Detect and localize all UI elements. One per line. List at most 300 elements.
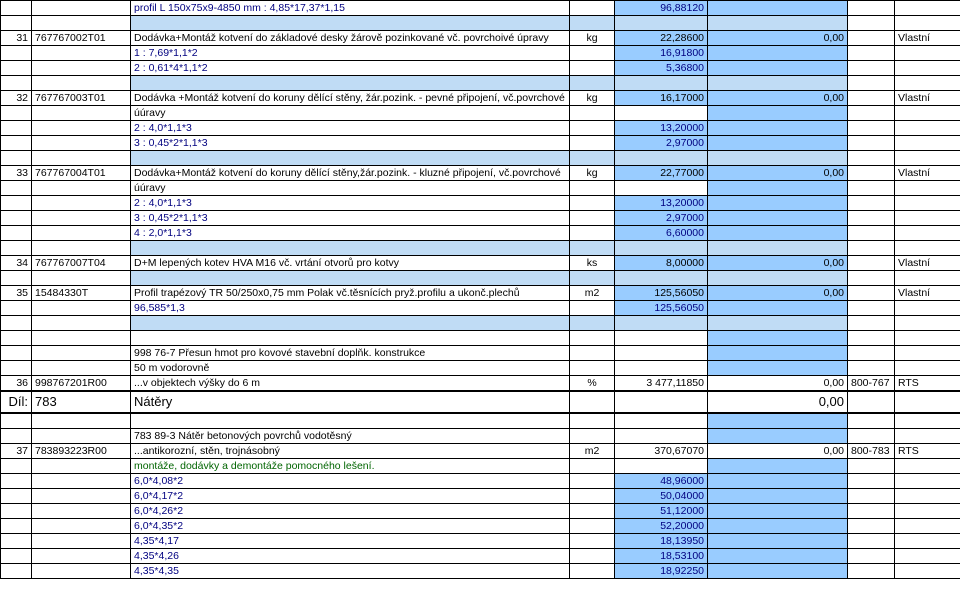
separator-cell[interactable] xyxy=(895,316,960,331)
item-code[interactable]: 15484330T xyxy=(32,286,131,301)
item-code[interactable] xyxy=(32,459,131,474)
item-unit[interactable] xyxy=(570,361,615,376)
item-price[interactable] xyxy=(708,519,848,534)
item-unit[interactable] xyxy=(570,549,615,564)
item-description[interactable]: 4,35*4,17 xyxy=(131,534,570,549)
item-label[interactable] xyxy=(848,196,895,211)
separator-cell[interactable] xyxy=(848,76,895,91)
item-label[interactable] xyxy=(848,331,895,346)
separator-cell[interactable] xyxy=(32,16,131,31)
item-label[interactable] xyxy=(848,106,895,121)
item-code[interactable] xyxy=(32,211,131,226)
item-number[interactable] xyxy=(1,211,32,226)
item-source[interactable] xyxy=(895,361,960,376)
item-label[interactable] xyxy=(848,301,895,316)
item-unit[interactable] xyxy=(570,459,615,474)
item-price[interactable] xyxy=(708,211,848,226)
item-code[interactable] xyxy=(32,489,131,504)
separator-cell[interactable] xyxy=(1,241,32,256)
item-code[interactable] xyxy=(32,136,131,151)
separator-cell[interactable] xyxy=(895,76,960,91)
separator-cell[interactable] xyxy=(32,151,131,166)
item-number[interactable]: 31 xyxy=(1,31,32,46)
separator-cell[interactable] xyxy=(708,241,848,256)
item-code[interactable] xyxy=(32,121,131,136)
separator-cell[interactable] xyxy=(1,151,32,166)
item-price[interactable] xyxy=(708,226,848,241)
item-description[interactable]: 6,0*4,17*2 xyxy=(131,489,570,504)
item-number[interactable] xyxy=(1,106,32,121)
item-source[interactable] xyxy=(895,413,960,429)
item-quantity[interactable]: 18,53100 xyxy=(615,549,708,564)
item-unit[interactable]: m2 xyxy=(570,286,615,301)
item-quantity[interactable]: 48,96000 xyxy=(615,474,708,489)
item-description[interactable]: profil L 150x75x9-4850 mm : 4,85*17,37*1,15 xyxy=(131,1,570,16)
item-code[interactable] xyxy=(32,549,131,564)
separator-cell[interactable] xyxy=(1,316,32,331)
separator-cell[interactable] xyxy=(570,316,615,331)
separator-cell[interactable] xyxy=(615,271,708,286)
item-number[interactable] xyxy=(1,136,32,151)
item-quantity[interactable] xyxy=(615,346,708,361)
item-unit[interactable] xyxy=(570,534,615,549)
item-price[interactable]: 0,00 xyxy=(708,286,848,301)
item-quantity[interactable]: 16,17000 xyxy=(615,91,708,106)
item-quantity[interactable]: 125,56050 xyxy=(615,286,708,301)
item-quantity[interactable]: 3 477,11850 xyxy=(615,376,708,392)
item-label[interactable] xyxy=(848,256,895,271)
item-number[interactable] xyxy=(1,226,32,241)
item-label[interactable]: 800-783 xyxy=(848,444,895,459)
item-number[interactable] xyxy=(1,459,32,474)
item-label[interactable]: 800-767 xyxy=(848,376,895,392)
item-price[interactable] xyxy=(708,136,848,151)
item-number[interactable]: 34 xyxy=(1,256,32,271)
item-number[interactable]: 37 xyxy=(1,444,32,459)
separator-cell[interactable] xyxy=(131,16,570,31)
item-number[interactable] xyxy=(1,519,32,534)
item-quantity[interactable] xyxy=(615,361,708,376)
item-number[interactable] xyxy=(1,474,32,489)
item-quantity[interactable] xyxy=(615,459,708,474)
item-code[interactable] xyxy=(32,504,131,519)
separator-cell[interactable] xyxy=(708,151,848,166)
item-label[interactable] xyxy=(848,166,895,181)
item-unit[interactable] xyxy=(570,226,615,241)
item-quantity[interactable]: 2,97000 xyxy=(615,211,708,226)
section-label[interactable]: Díl: xyxy=(1,391,32,413)
item-description[interactable]: ...antikorozní, stěn, trojnásobný xyxy=(131,444,570,459)
item-code[interactable] xyxy=(32,429,131,444)
item-label[interactable] xyxy=(848,181,895,196)
item-unit[interactable] xyxy=(570,211,615,226)
separator-cell[interactable] xyxy=(848,151,895,166)
item-source[interactable] xyxy=(895,211,960,226)
item-price[interactable]: 0,00 xyxy=(708,91,848,106)
item-label[interactable] xyxy=(848,459,895,474)
item-quantity[interactable] xyxy=(615,413,708,429)
item-label[interactable] xyxy=(848,91,895,106)
item-number[interactable]: 33 xyxy=(1,166,32,181)
item-description[interactable]: úúravy xyxy=(131,106,570,121)
item-source[interactable] xyxy=(895,534,960,549)
item-price[interactable] xyxy=(708,489,848,504)
item-code[interactable] xyxy=(32,196,131,211)
item-source[interactable] xyxy=(895,46,960,61)
item-unit[interactable] xyxy=(570,46,615,61)
item-label[interactable] xyxy=(848,1,895,16)
item-source[interactable] xyxy=(895,429,960,444)
item-label[interactable] xyxy=(848,121,895,136)
item-number[interactable] xyxy=(1,346,32,361)
item-quantity[interactable]: 51,12000 xyxy=(615,504,708,519)
item-unit[interactable] xyxy=(570,346,615,361)
item-description[interactable]: 2 : 4,0*1,1*3 xyxy=(131,121,570,136)
item-code[interactable]: 767767002T01 xyxy=(32,31,131,46)
item-quantity[interactable]: 370,67070 xyxy=(615,444,708,459)
item-price[interactable]: 0,00 xyxy=(708,444,848,459)
item-description[interactable]: Dodávka +Montáž kotvení do koruny dělící stěny, žár.pozink. - pevné připojení, vč.povrchové xyxy=(131,91,570,106)
item-unit[interactable] xyxy=(570,331,615,346)
item-price[interactable] xyxy=(708,46,848,61)
item-unit[interactable]: m2 xyxy=(570,444,615,459)
item-quantity[interactable] xyxy=(615,181,708,196)
item-source[interactable] xyxy=(895,196,960,211)
item-quantity[interactable]: 50,04000 xyxy=(615,489,708,504)
unit-cell[interactable] xyxy=(570,391,615,413)
item-code[interactable] xyxy=(32,534,131,549)
item-code[interactable] xyxy=(32,331,131,346)
item-source[interactable] xyxy=(895,564,960,579)
item-unit[interactable]: kg xyxy=(570,166,615,181)
item-code[interactable] xyxy=(32,346,131,361)
item-source[interactable] xyxy=(895,181,960,196)
item-code[interactable]: 767767003T01 xyxy=(32,91,131,106)
item-label[interactable] xyxy=(848,61,895,76)
item-source[interactable]: Vlastní xyxy=(895,256,960,271)
item-description[interactable]: 4,35*4,35 xyxy=(131,564,570,579)
item-unit[interactable] xyxy=(570,1,615,16)
item-quantity[interactable] xyxy=(615,106,708,121)
item-price[interactable] xyxy=(708,106,848,121)
item-source[interactable]: Vlastní xyxy=(895,31,960,46)
item-source[interactable] xyxy=(895,121,960,136)
item-label[interactable] xyxy=(848,361,895,376)
item-unit[interactable]: ks xyxy=(570,256,615,271)
item-unit[interactable] xyxy=(570,504,615,519)
item-label[interactable] xyxy=(848,564,895,579)
separator-cell[interactable] xyxy=(895,241,960,256)
item-unit[interactable] xyxy=(570,136,615,151)
item-unit[interactable] xyxy=(570,61,615,76)
item-source[interactable]: Vlastní xyxy=(895,286,960,301)
qty-cell[interactable] xyxy=(615,391,708,413)
item-unit[interactable] xyxy=(570,489,615,504)
separator-cell[interactable] xyxy=(570,241,615,256)
item-source[interactable] xyxy=(895,301,960,316)
item-quantity[interactable] xyxy=(615,331,708,346)
item-code[interactable] xyxy=(32,1,131,16)
item-code[interactable] xyxy=(32,61,131,76)
separator-cell[interactable] xyxy=(848,16,895,31)
item-description[interactable] xyxy=(131,413,570,429)
item-quantity[interactable]: 52,20000 xyxy=(615,519,708,534)
item-description[interactable]: 3 : 0,45*2*1,1*3 xyxy=(131,211,570,226)
item-price[interactable] xyxy=(708,181,848,196)
item-source[interactable] xyxy=(895,519,960,534)
separator-cell[interactable] xyxy=(131,271,570,286)
item-source[interactable] xyxy=(895,504,960,519)
item-code[interactable]: 767767007T04 xyxy=(32,256,131,271)
item-quantity[interactable]: 13,20000 xyxy=(615,121,708,136)
section-total[interactable]: 0,00 xyxy=(708,391,848,413)
item-number[interactable] xyxy=(1,46,32,61)
item-unit[interactable] xyxy=(570,181,615,196)
separator-cell[interactable] xyxy=(708,76,848,91)
item-code[interactable] xyxy=(32,301,131,316)
item-source[interactable]: RTS xyxy=(895,444,960,459)
item-price[interactable] xyxy=(708,301,848,316)
item-source[interactable] xyxy=(895,474,960,489)
separator-cell[interactable] xyxy=(895,151,960,166)
item-description[interactable]: Dodávka+Montáž kotvení do koruny dělící stěny,žár.pozink. - kluzné připojení, vč.povrchové xyxy=(131,166,570,181)
item-quantity[interactable]: 2,97000 xyxy=(615,136,708,151)
item-quantity[interactable]: 13,20000 xyxy=(615,196,708,211)
item-price[interactable] xyxy=(708,564,848,579)
item-source[interactable] xyxy=(895,549,960,564)
item-label[interactable] xyxy=(848,226,895,241)
item-description[interactable]: úúravy xyxy=(131,181,570,196)
item-unit[interactable]: kg xyxy=(570,91,615,106)
item-number[interactable] xyxy=(1,1,32,16)
item-number[interactable]: 32 xyxy=(1,91,32,106)
item-unit[interactable] xyxy=(570,474,615,489)
item-number[interactable] xyxy=(1,121,32,136)
separator-cell[interactable] xyxy=(131,76,570,91)
item-price[interactable] xyxy=(708,534,848,549)
separator-cell[interactable] xyxy=(32,241,131,256)
item-price[interactable] xyxy=(708,413,848,429)
item-source[interactable] xyxy=(895,346,960,361)
item-source[interactable]: Vlastní xyxy=(895,166,960,181)
item-label[interactable] xyxy=(848,474,895,489)
item-label[interactable] xyxy=(848,534,895,549)
item-code[interactable] xyxy=(32,564,131,579)
separator-cell[interactable] xyxy=(895,16,960,31)
item-description[interactable]: 50 m vodorovně xyxy=(131,361,570,376)
item-quantity[interactable]: 96,88120 xyxy=(615,1,708,16)
item-description[interactable] xyxy=(131,331,570,346)
item-quantity[interactable]: 5,36800 xyxy=(615,61,708,76)
item-unit[interactable]: % xyxy=(570,376,615,392)
item-label[interactable] xyxy=(848,46,895,61)
item-description[interactable]: Profil trapézový TR 50/250x0,75 mm Polak vč.těsnících pryž.profilu a ukonč.plechů xyxy=(131,286,570,301)
item-description[interactable]: 2 : 4,0*1,1*3 xyxy=(131,196,570,211)
item-price[interactable] xyxy=(708,549,848,564)
item-label[interactable] xyxy=(848,346,895,361)
item-code[interactable] xyxy=(32,474,131,489)
separator-cell[interactable] xyxy=(848,316,895,331)
item-source[interactable] xyxy=(895,61,960,76)
item-code[interactable]: 783893223R00 xyxy=(32,444,131,459)
item-number[interactable] xyxy=(1,549,32,564)
item-unit[interactable] xyxy=(570,301,615,316)
item-price[interactable] xyxy=(708,459,848,474)
separator-cell[interactable] xyxy=(570,271,615,286)
item-number[interactable] xyxy=(1,61,32,76)
item-quantity[interactable]: 22,77000 xyxy=(615,166,708,181)
item-number[interactable] xyxy=(1,181,32,196)
item-code[interactable]: 767767004T01 xyxy=(32,166,131,181)
item-quantity[interactable]: 8,00000 xyxy=(615,256,708,271)
item-code[interactable] xyxy=(32,226,131,241)
separator-cell[interactable] xyxy=(1,271,32,286)
item-description[interactable]: 6,0*4,08*2 xyxy=(131,474,570,489)
item-unit[interactable] xyxy=(570,564,615,579)
item-price[interactable] xyxy=(708,474,848,489)
separator-cell[interactable] xyxy=(615,316,708,331)
item-source[interactable] xyxy=(895,331,960,346)
item-source[interactable] xyxy=(895,459,960,474)
separator-cell[interactable] xyxy=(1,16,32,31)
item-source[interactable]: RTS xyxy=(895,376,960,392)
item-description[interactable]: montáže, dodávky a demontáže pomocného lešení. xyxy=(131,459,570,474)
item-description[interactable]: 1 : 7,69*1,1*2 xyxy=(131,46,570,61)
item-label[interactable] xyxy=(848,519,895,534)
item-description[interactable]: 3 : 0,45*2*1,1*3 xyxy=(131,136,570,151)
separator-cell[interactable] xyxy=(848,271,895,286)
item-price[interactable] xyxy=(708,331,848,346)
item-description[interactable]: 998 76-7 Přesun hmot pro kovové stavební doplňk. konstrukce xyxy=(131,346,570,361)
item-code[interactable]: 998767201R00 xyxy=(32,376,131,392)
item-unit[interactable] xyxy=(570,519,615,534)
item-number[interactable] xyxy=(1,504,32,519)
separator-cell[interactable] xyxy=(131,241,570,256)
item-description[interactable]: ...v objektech výšky do 6 m xyxy=(131,376,570,392)
item-quantity[interactable]: 125,56050 xyxy=(615,301,708,316)
item-source[interactable] xyxy=(895,489,960,504)
separator-cell[interactable] xyxy=(32,271,131,286)
item-quantity[interactable]: 18,13950 xyxy=(615,534,708,549)
separator-cell[interactable] xyxy=(848,241,895,256)
item-unit[interactable] xyxy=(570,413,615,429)
item-quantity[interactable]: 18,92250 xyxy=(615,564,708,579)
item-label[interactable] xyxy=(848,136,895,151)
item-label[interactable] xyxy=(848,504,895,519)
item-source[interactable] xyxy=(895,136,960,151)
source-cell[interactable] xyxy=(895,391,960,413)
item-price[interactable] xyxy=(708,346,848,361)
item-label[interactable] xyxy=(848,413,895,429)
section-code[interactable]: 783 xyxy=(32,391,131,413)
item-price[interactable] xyxy=(708,121,848,136)
item-code[interactable] xyxy=(32,361,131,376)
separator-cell[interactable] xyxy=(570,16,615,31)
item-price[interactable] xyxy=(708,361,848,376)
item-number[interactable]: 36 xyxy=(1,376,32,392)
item-description[interactable]: 4,35*4,26 xyxy=(131,549,570,564)
separator-cell[interactable] xyxy=(1,76,32,91)
item-price[interactable] xyxy=(708,1,848,16)
item-source[interactable] xyxy=(895,1,960,16)
item-number[interactable] xyxy=(1,564,32,579)
item-description[interactable]: 6,0*4,35*2 xyxy=(131,519,570,534)
label-cell[interactable] xyxy=(848,391,895,413)
item-unit[interactable] xyxy=(570,106,615,121)
section-title[interactable]: Nátěry xyxy=(131,391,570,413)
item-unit[interactable] xyxy=(570,196,615,211)
item-label[interactable] xyxy=(848,429,895,444)
item-number[interactable] xyxy=(1,429,32,444)
separator-cell[interactable] xyxy=(708,271,848,286)
item-unit[interactable]: kg xyxy=(570,31,615,46)
item-label[interactable] xyxy=(848,549,895,564)
item-number[interactable] xyxy=(1,413,32,429)
item-unit[interactable] xyxy=(570,121,615,136)
item-description[interactable]: 4 : 2,0*1,1*3 xyxy=(131,226,570,241)
item-label[interactable] xyxy=(848,489,895,504)
separator-cell[interactable] xyxy=(131,151,570,166)
item-code[interactable] xyxy=(32,181,131,196)
separator-cell[interactable] xyxy=(895,271,960,286)
item-number[interactable] xyxy=(1,196,32,211)
item-number[interactable] xyxy=(1,534,32,549)
item-description[interactable]: 2 : 0,61*4*1,1*2 xyxy=(131,61,570,76)
item-code[interactable] xyxy=(32,106,131,121)
separator-cell[interactable] xyxy=(570,151,615,166)
item-code[interactable] xyxy=(32,519,131,534)
item-quantity[interactable]: 6,60000 xyxy=(615,226,708,241)
item-price[interactable] xyxy=(708,504,848,519)
item-quantity[interactable]: 22,28600 xyxy=(615,31,708,46)
item-number[interactable] xyxy=(1,331,32,346)
item-label[interactable] xyxy=(848,286,895,301)
item-description[interactable]: Dodávka+Montáž kotvení do základové desky žárově pozinkované vč. povrchoivé úpravy xyxy=(131,31,570,46)
item-source[interactable]: Vlastní xyxy=(895,91,960,106)
separator-cell[interactable] xyxy=(615,151,708,166)
item-description[interactable]: 96,585*1,3 xyxy=(131,301,570,316)
item-quantity[interactable]: 16,91800 xyxy=(615,46,708,61)
item-description[interactable]: D+M lepených kotev HVA M16 vč. vrtání otvorů pro kotvy xyxy=(131,256,570,271)
separator-cell[interactable] xyxy=(570,76,615,91)
item-code[interactable] xyxy=(32,413,131,429)
separator-cell[interactable] xyxy=(131,316,570,331)
item-label[interactable] xyxy=(848,211,895,226)
separator-cell[interactable] xyxy=(615,241,708,256)
item-unit[interactable] xyxy=(570,429,615,444)
item-number[interactable] xyxy=(1,489,32,504)
item-price[interactable]: 0,00 xyxy=(708,31,848,46)
separator-cell[interactable] xyxy=(32,316,131,331)
separator-cell[interactable] xyxy=(708,16,848,31)
item-price[interactable]: 0,00 xyxy=(708,166,848,181)
separator-cell[interactable] xyxy=(708,316,848,331)
separator-cell[interactable] xyxy=(615,16,708,31)
item-number[interactable]: 35 xyxy=(1,286,32,301)
item-price[interactable] xyxy=(708,61,848,76)
item-description[interactable]: 6,0*4,26*2 xyxy=(131,504,570,519)
item-label[interactable] xyxy=(848,31,895,46)
item-price[interactable] xyxy=(708,196,848,211)
item-price[interactable]: 0,00 xyxy=(708,376,848,392)
separator-cell[interactable] xyxy=(32,76,131,91)
separator-cell[interactable] xyxy=(615,76,708,91)
item-number[interactable] xyxy=(1,361,32,376)
item-description[interactable]: 783 89-3 Nátěr betonových povrchů vodotěsný xyxy=(131,429,570,444)
item-source[interactable] xyxy=(895,106,960,121)
item-source[interactable] xyxy=(895,226,960,241)
item-quantity[interactable] xyxy=(615,429,708,444)
